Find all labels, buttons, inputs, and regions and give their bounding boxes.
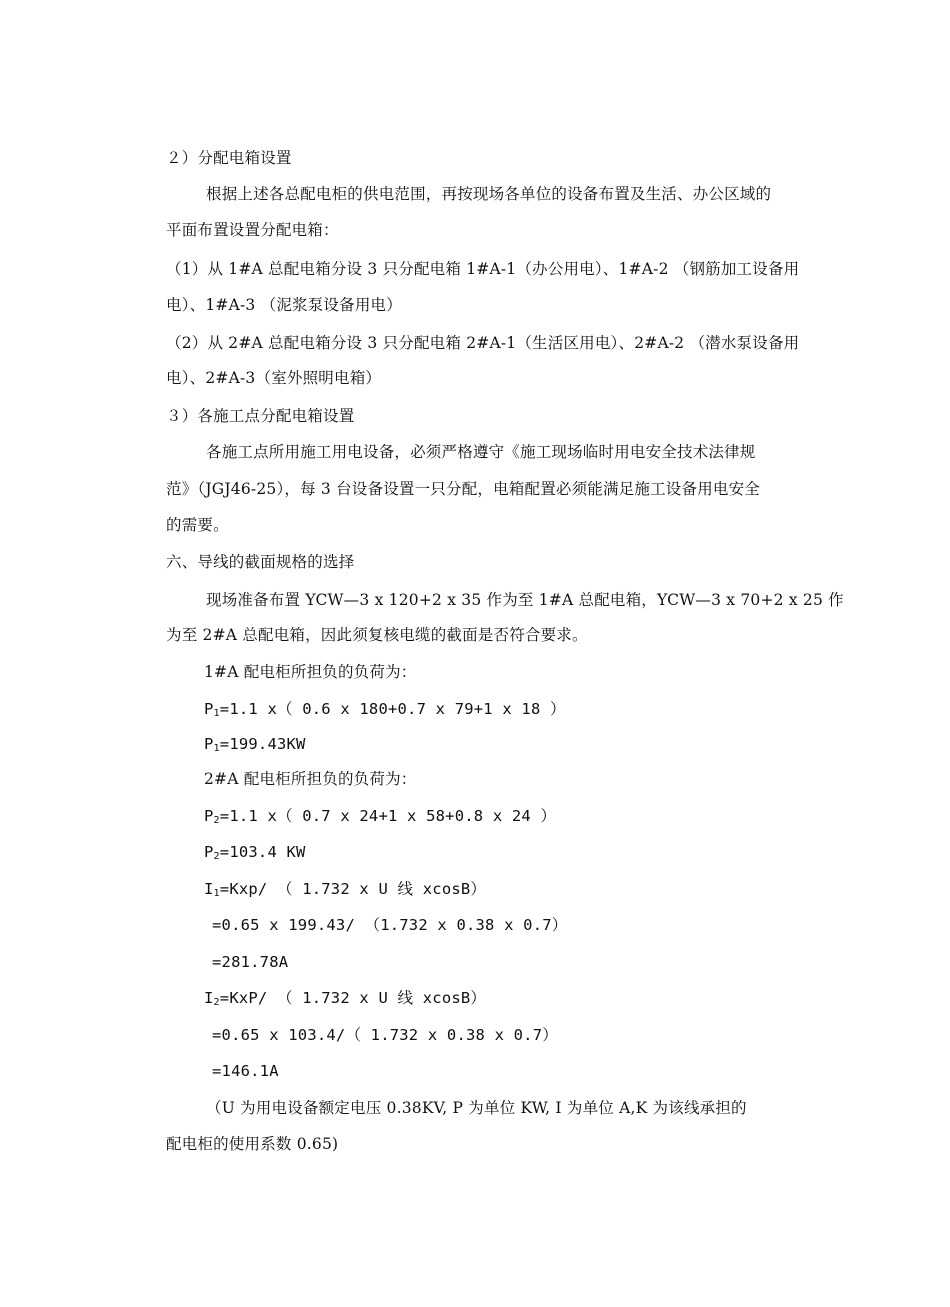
list-item-line: 电）、2#A-3（室外照明电箱） [166,369,382,387]
paragraph-line: 范》（JGJ46-25），每 3 台设备设置一只分配，电箱配置必须能满足施工设备用电安全 [166,480,761,498]
formula-expr: =Kxp/ （ 1.732 x U 线 xcosB） [219,880,487,898]
list-item-line: 电）、1#A-3 （泥浆泵设备用电） [166,296,402,314]
paragraph-line: 现场准备布置 YCW—3 x 120+2 x 35 作为至 1#A 总配电箱，YCW—3 x 70+2 x 25 作 [206,591,844,609]
formula-line [204,806,556,826]
formula-line: =146.1A [212,1062,279,1080]
formula-expr: =KxP/ （ 1.732 x U 线 xcosB） [219,989,487,1007]
formula-subscript: 1 [213,888,220,899]
note-line: 配电柜的使用系数 0.65) [166,1135,339,1153]
formula-subscript: 2 [213,815,220,826]
formula-expr: =1.1 x（ 0.7 x 24+1 x 58+0.8 x 24 ） [219,807,557,825]
formula-line [204,699,566,719]
paragraph-line: 的需要。 [166,516,229,534]
section-heading-6: 六、导线的截面规格的选择 [166,553,355,571]
paragraph-line: 各施工点所用施工用电设备，必须严格遵守《施工现场临时用电安全技术法律规 [206,443,756,461]
note-line: （U 为用电设备额定电压 0.38KV, P 为单位 KW, I 为单位 A,K 为该线承担的 [206,1099,747,1117]
formula-var: P [204,843,214,861]
formula-line: =281.78A [212,953,289,971]
formula-var: P [204,735,214,753]
list-item-line: （2）从 2#A 总配电箱分设 3 只分配电箱 2#A-1（生活区用电）、2#A-2 （潜水泵设备用 [166,334,800,352]
formula-var: P [204,700,214,718]
paragraph-line: 为至 2#A 总配电箱，因此须复核电缆的截面是否符合要求。 [166,626,588,644]
formula-subscript: 1 [213,708,220,719]
formula-line [204,734,306,754]
formula-expr: =103.4 KW [219,843,306,861]
subsection-heading-2: ２）分配电箱设置 [166,149,292,167]
formula-line [204,988,486,1008]
formula-line [204,842,306,862]
list-item-line: （1）从 1#A 总配电箱分设 3 只分配电箱 1#A-1（办公用电）、1#A-2 （钢筋加工设备用 [166,260,800,278]
formula-expr: =1.1 x（ 0.6 x 180+0.7 x 79+1 x 18 ） [219,700,566,718]
paragraph-line: 2#A 配电柜所担负的负荷为： [204,770,417,788]
formula-subscript: 1 [213,743,220,754]
formula-var: I [204,880,214,898]
paragraph-line: 根据上述各总配电柜的供电范围，再按现场各单位的设备布置及生活、办公区域的 [206,185,772,203]
formula-var: I [204,989,214,1007]
formula-line [204,879,486,899]
subsection-heading-3: ３）各施工点分配电箱设置 [166,407,355,425]
formula-expr: =199.43KW [219,735,306,753]
formula-subscript: 2 [213,851,220,862]
formula-line: =0.65 x 199.43/ （1.732 x 0.38 x 0.7） [212,916,568,934]
formula-var: P [204,807,214,825]
paragraph-line: 1#A 配电柜所担负的负荷为： [204,663,417,681]
paragraph-line: 平面布置设置分配电箱： [166,221,339,239]
formula-line: =0.65 x 103.4/（ 1.732 x 0.38 x 0.7） [212,1026,558,1044]
formula-subscript: 2 [213,997,220,1008]
